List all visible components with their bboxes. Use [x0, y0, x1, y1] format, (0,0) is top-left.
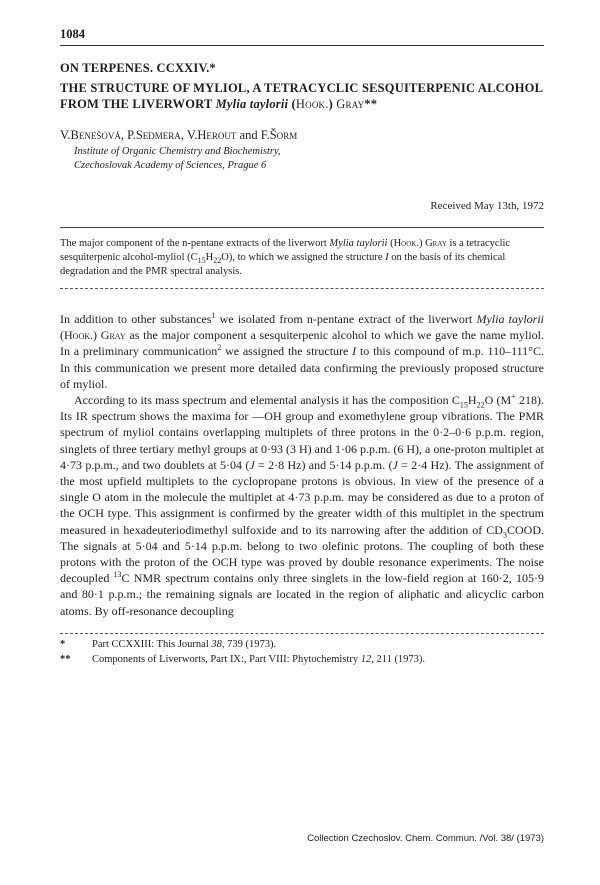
author-1-surname-rest: ová [101, 128, 121, 142]
affiliation-line-2: Czechoslovak Academy of Sciences, Prague 6 [74, 160, 267, 171]
abstract [60, 237, 544, 279]
author-3-initial: V. [186, 128, 198, 142]
subscript: 15 [459, 400, 468, 410]
citation-2: 2 [217, 343, 222, 353]
journal-footer: Collection Czechoslov. Chem. Commun. /Vol. 38/ (1973) [307, 833, 544, 844]
author-2-initial: P. [127, 128, 136, 142]
footnote-1 [60, 638, 544, 652]
text-run: Part CCXXIII: This Journal [92, 638, 212, 650]
body-text [60, 311, 544, 619]
author-conjunction: and [236, 128, 261, 142]
abstract-subscript: 15 [197, 256, 206, 266]
title-authority-open: ( [288, 97, 296, 111]
author-4-surname: Šorm [269, 128, 298, 142]
text-run: O (M [484, 393, 512, 408]
article-title [60, 80, 544, 112]
text-run: COOD. The signals at 5·04 and 5·14 p.p.m. belong to two olefinic protons. The coupling of both these protons with the proton of the OCH type was proved by double resonance experiments. The noise decoupled [60, 522, 544, 586]
text-run: we assigned the structure [221, 344, 353, 359]
species-name: Mylia taylorii [476, 312, 544, 326]
coupling-symbol: J [249, 457, 255, 472]
volume: 12 [360, 653, 372, 665]
affiliation-line-1: Institute of Organic Chemistry and Biochemistry, [74, 146, 281, 157]
title-authority-hook: Hook. [295, 97, 329, 111]
footnote-mark: * [60, 638, 66, 650]
text-run: to this compound of m.p. 110–111°C. In this communication we present more detailed data confirming the previously proposed structure of myliol. [60, 344, 544, 391]
structure-ref: I [352, 344, 357, 359]
citation-1: 1 [211, 311, 216, 320]
abstract-authority-hook: Hook. [393, 238, 419, 249]
footnote-text [92, 638, 276, 652]
header-rule [60, 45, 544, 46]
text-run: ( [60, 328, 64, 343]
text-run: According to its mass spectrum and elemental analysis it has the composition C [74, 393, 460, 408]
text-run: 218). Its IR spectrum shows the maxima for —OH group and exomethylene group vibrations. The PMR spectrum of myliol contains overlapping multiplets of three protons in the 0·2–0·6 p.p.m. region, singlets of three tertiary methyl groups at 0·93 (3 H) and 1·06 p.p.m. (6 H), a one-proton multiplet at 4·73 p.p.m., and two doublets at 5·04 ( [60, 393, 544, 472]
volume: 38 [211, 638, 222, 650]
abstract-text: H [205, 252, 214, 263]
subscript: 22 [476, 400, 485, 410]
footnote-mark: ** [60, 653, 71, 665]
abstract-text: ) [418, 238, 426, 249]
subscript: 3 [502, 530, 507, 540]
title-marks: ** [364, 97, 378, 111]
author-3-surname: Herout [197, 128, 237, 142]
abstract-text: is a tetracyclic sesquiterpenic alcohol-myliol (C [60, 238, 511, 263]
authority-gray: Gray [100, 328, 126, 343]
paragraph-1 [60, 311, 544, 392]
text-run: , 739 (1973). [221, 638, 277, 650]
text-run: ) [93, 328, 101, 343]
author-separator: , [180, 128, 187, 142]
title-species: Mylia taylorii [215, 97, 289, 111]
abstract-species: Mylia taylorii [329, 238, 388, 249]
abstract-text: O), to which we assigned the structure [221, 252, 386, 263]
abstract-text: The major component of the n-pentane extracts of the liverwort [60, 238, 330, 249]
title-main: THE STRUCTURE OF MYLIOL, A TETRACYCLIC SESQUITERPENIC ALCOHOL FROM THE LIVERWORT [60, 81, 543, 111]
paragraph-2 [60, 392, 544, 619]
received-date: Received May 13th, 1972 [430, 200, 544, 212]
journal-page [60, 26, 544, 667]
text-run: Components of Liverworts, Part IX:, Part VIII: Phytochemistry [92, 653, 361, 665]
footnote-2 [60, 653, 544, 667]
authority-hook: Hook. [64, 328, 93, 343]
superscript: 13 [113, 570, 122, 580]
abstract-text: on the basis of its chemical degradation and the PMR spectral analysis. [60, 252, 506, 277]
abstract-rule-top [60, 227, 544, 228]
abstract-text: ( [387, 238, 394, 249]
text-run: as the major component a sesquiterpenic alcohol to which we gave the name myliol. In a preliminary communication [60, 328, 545, 359]
author-1-initial: V. [60, 128, 71, 142]
abstract-rule-bottom [60, 288, 544, 289]
author-4-initial: F. [260, 128, 270, 142]
footnote-text [92, 653, 425, 667]
text-run: we isolated from n-pentane extract of the liverwort [215, 312, 477, 326]
text-run: In addition to other substances [60, 312, 212, 326]
author-list [60, 127, 544, 143]
text-run: = 2·4 Hz). The assignment of the most upfield multiplets to the cyclopropane protons is obvious. In view of the presence of a single O atom in the molecule the multiplet at 4·73 p.p.m. may be considered as due to a proton of the OCH type. This assignment is confirmed by the greater width of this multiplet in the spectrum measured in hexadeuteriodimethyl sulfoxide and to its narrowing after the addition of CD [60, 457, 544, 537]
title-authority-gray: Gray [336, 97, 365, 111]
abstract-subscript: 22 [213, 256, 222, 266]
page-number: 1084 [60, 27, 85, 41]
coupling-symbol: J [392, 457, 398, 472]
text-run: , 211 (1973). [371, 653, 426, 665]
author-separator: , [120, 128, 128, 142]
abstract-structure-ref: I [385, 252, 389, 263]
text-run: C NMR spectrum contains only three singlets in the low-field region at 160·2, 105·9 and 80·1 p.p.m.; the remaining signals are located in the region of aliphatic and alicyclic carbon atoms. By off-resonance decoupling [60, 571, 545, 618]
title-authority-close: ) [328, 97, 337, 111]
author-1-surname: Beneš [70, 128, 102, 142]
text-run: H [467, 393, 477, 408]
series-title: ON TERPENES. CCXXIV.* [60, 61, 216, 75]
superscript: + [511, 392, 516, 402]
footnote-rule [60, 633, 544, 634]
abstract-authority-gray: Gray [425, 238, 447, 249]
author-2-surname: Sedmera [135, 128, 181, 142]
text-run: = 2·8 Hz) and 5·14 p.p.m. ( [254, 457, 393, 472]
